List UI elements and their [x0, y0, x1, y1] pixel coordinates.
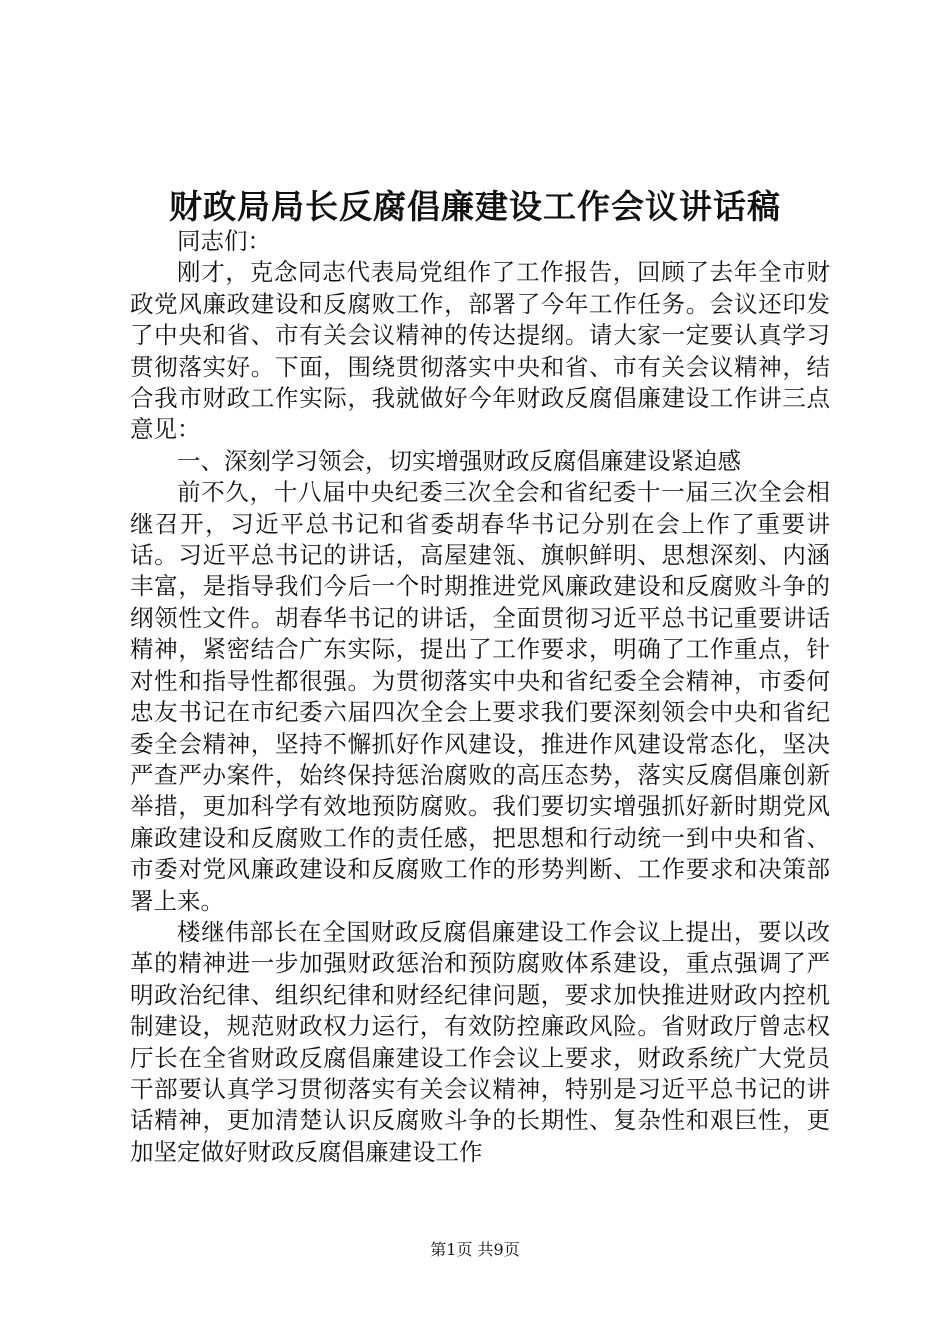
section-heading-1: 一、深刻学习领会，切实增强财政反腐倡廉建设紧迫感: [177, 446, 741, 475]
document-body: [130, 226, 830, 1168]
document-title: 财政局局长反腐倡廉建设工作会议讲话稿: [169, 187, 781, 226]
paragraph-body: 前不久，十八届中央纪委三次全会和省纪委十一届三次全会相继召开，习近平总书记和省委胡春华书记分别在会上作了重要讲话。习近平总书记的讲话，高屋建瓴、旗帜鲜明、思想深刻、内涵丰富，是指导我们今后一个时期推进党风廉政建设和反腐败斗争的纲领性文件。胡春华书记的讲话，全面贯彻习近平总书记重要讲话精神，紧密结合广东实际，提出了工作要求，明确了工作重点，针对性和指导性都很强。为贯彻落实中央和省纪委全会精神，市委何忠友书记在市纪委六届四次全会上要求我们要深刻领会中央和省纪委全会精神，坚持不懈抓好作风建设，推进作风建设常态化，坚决严查严办案件，始终保持惩治腐败的高压态势，落实反腐倡廉创新举措，更加科学有效地预防腐败。我们要切实增强抓好新时期党风廉政建设和反腐败工作的责任感，把思想和行动统一到中央和省、市委对党风廉政建设和反腐败工作的形势判断、工作要求和决策部署上来。: [130, 478, 830, 915]
page-number-footer: 第1页 共9页: [430, 1240, 520, 1259]
paragraph-body: 楼继伟部长在全国财政反腐倡廉建设工作会议上提出，要以改革的精神进一步加强财政惩治和预防腐败体系建设，重点强调了严明政治纪律、组织纪律和财经纪律问题，要求加快推进财政内控机制建设，规范财政权力运行，有效防控廉政风险。省财政厅曾志权厅长在全省财政反腐倡廉建设工作会议上要求，财政系统广大党员干部要认真学习贯彻落实有关会议精神，特别是习近平总书记的讲话精神，更加清楚认识反腐败斗争的长期性、复杂性和艰巨性，更加坚定做好财政反腐倡廉建设工作: [130, 917, 830, 1166]
paragraph-intro: 刚才，克念同志代表局党组作了工作报告，回顾了去年全市财政党风廉政建设和反腐败工作，部署了今年工作任务。会议还印发了中央和省、市有关会议精神的传达提纲。请大家一定要认真学习贯彻落实好。下面，围绕贯彻落实中央和省、市有关会议精神，结合我市财政工作实际，我就做好今年财政反腐倡廉建设工作讲三点意见：: [130, 258, 830, 444]
salutation: 同志们：: [177, 227, 271, 255]
